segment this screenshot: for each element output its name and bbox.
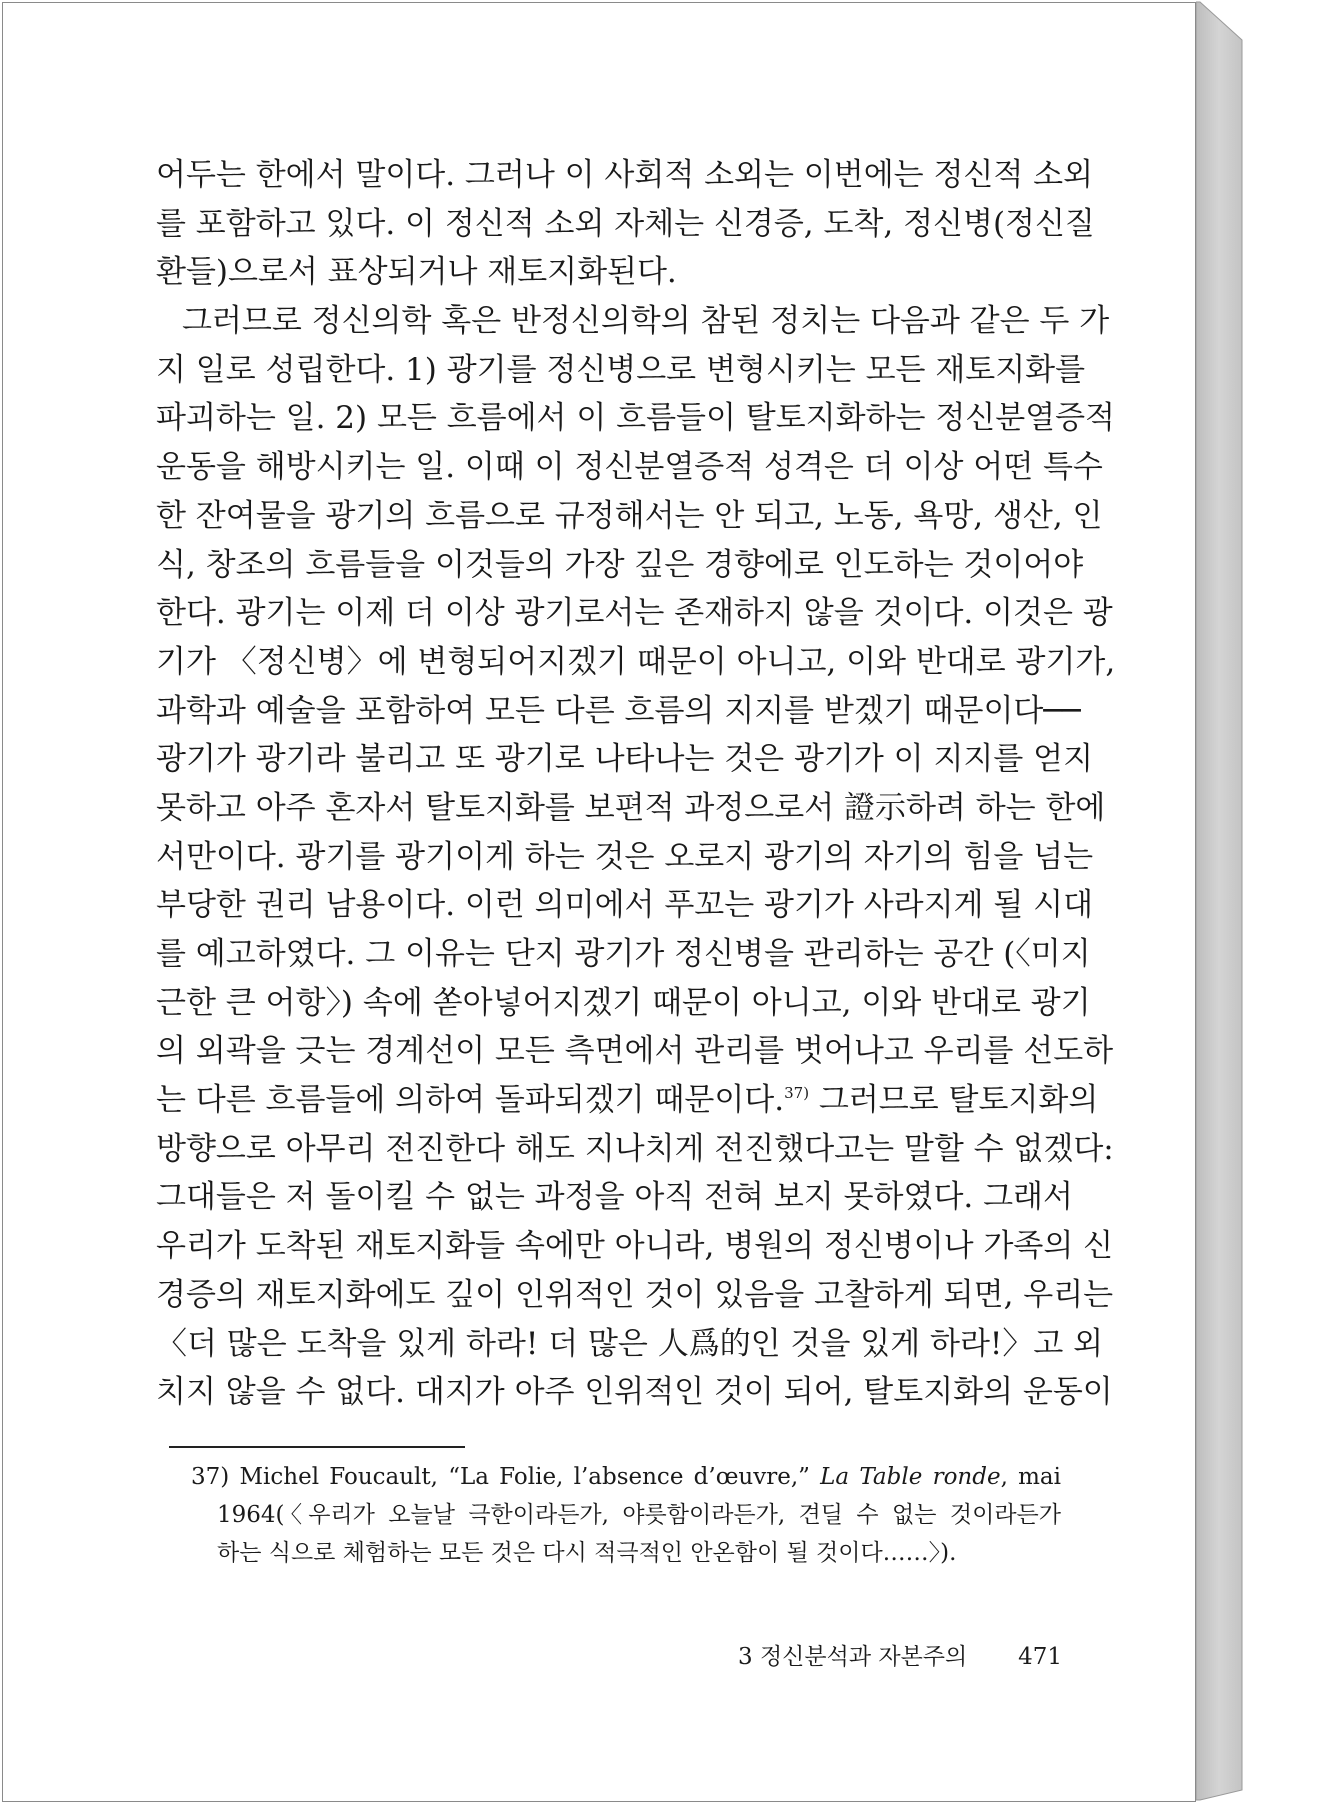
chapter-title: 3 정신분석과 자본주의 bbox=[738, 1644, 968, 1670]
text-line: 한 잔여물을 광기의 흐름으로 규정해서는 안 되고, 노동, 욕망, 생산, 인 bbox=[156, 497, 1103, 534]
text-line: 식, 창조의 흐름들을 이것들의 가장 깊은 경향에로 인도하는 것이어야 bbox=[156, 546, 1084, 583]
footnote-date: , mai bbox=[1000, 1464, 1061, 1490]
text-line: 치지 않을 수 없다. 대지가 아주 인위적인 것이 되어, 탈토지화의 운동이 bbox=[156, 1374, 1113, 1411]
text-line: 광기가 광기라 불리고 또 광기로 나타나는 것은 광기가 이 지지를 얻지 bbox=[156, 741, 1094, 778]
text-line: 부당한 권리 남용이다. 이런 의미에서 푸꼬는 광기가 사라지게 될 시대 bbox=[156, 887, 1094, 924]
text-line: 운동을 해방시키는 일. 이때 이 정신분열증적 성격은 더 이상 어떤 특수 bbox=[156, 449, 1103, 486]
text-line: 우리가 도착된 재토지화들 속에만 아니라, 병원의 정신병이나 가족의 신 bbox=[156, 1228, 1114, 1265]
text-segment: 그러므로 탈토지화의 bbox=[809, 1082, 1099, 1119]
body-text bbox=[156, 151, 1116, 1417]
text-line: 과학과 예술을 포함하여 모든 다른 흐름의 지지를 받겠기 때문이다── bbox=[156, 692, 1081, 729]
text-line: 경증의 재토지화에도 깊이 인위적인 것이 있음을 고찰하게 되면, 우리는 bbox=[156, 1276, 1114, 1313]
text-line: 를 예고하였다. 그 이유는 단지 광기가 정신병을 관리하는 공간 (〈미지 bbox=[156, 936, 1091, 972]
footnote-37 bbox=[191, 1458, 1061, 1572]
text-segment: 는 다른 흐름들에 의하여 돌파되겠기 때문이다. bbox=[156, 1082, 785, 1119]
text-line: 한다. 광기는 이제 더 이상 광기로서는 존재하지 않을 것이다. 이것은 광 bbox=[156, 595, 1113, 632]
running-footer bbox=[738, 1637, 1062, 1677]
text-line: 그대들은 저 돌이킬 수 없는 과정을 아직 전혀 보지 못하였다. 그래서 bbox=[156, 1179, 1073, 1216]
footnote-line bbox=[191, 1458, 1061, 1496]
footnote-divider bbox=[169, 1446, 465, 1448]
footnote-line: 1964(〈우리가 오늘날 극한이라든가, 야릇함이라든가, 견딜 수 없는 것이라든가 bbox=[217, 1502, 1061, 1528]
text-line: 파괴하는 일. 2) 모든 흐름에서 이 흐름들이 탈토지화하는 정신분열증적 bbox=[156, 400, 1115, 437]
page-number: 471 bbox=[1018, 1644, 1062, 1670]
text-line: 환들)으로서 표상되거나 재토지화된다. bbox=[156, 254, 677, 291]
text-line: 를 포함하고 있다. 이 정신적 소외 자체는 신경증, 도착, 정신병(정신질 bbox=[156, 205, 1095, 242]
footnote-number: 37) bbox=[191, 1464, 230, 1490]
footnote-author: Michel Foucault, “La Folie, l’absence d’œuvre,” bbox=[229, 1464, 821, 1490]
text-line: 그러므로 정신의학 혹은 반정신의학의 참된 정치는 다음과 같은 두 가 bbox=[182, 303, 1110, 340]
footnote-journal: La Table ronde bbox=[820, 1464, 1001, 1490]
text-line: 방향으로 아무리 전진한다 해도 지나치게 전진했다고는 말할 수 없겠다: bbox=[156, 1130, 1114, 1167]
book-page bbox=[2, 2, 1196, 1802]
book-edge bbox=[1196, 0, 1344, 1806]
text-line: 못하고 아주 혼자서 탈토지화를 보편적 과정으로서 證示하려 하는 한에 bbox=[156, 789, 1106, 826]
text-line: 기가 〈정신병〉에 변형되어지겠기 때문이 아니고, 이와 반대로 광기가, bbox=[156, 643, 1116, 680]
text-line: 의 외곽을 긋는 경계선이 모든 측면에서 관리를 벗어나고 우리를 선도하 bbox=[156, 1033, 1114, 1070]
text-line: 근한 큰 어항〉) 속에 쏟아넣어지겠기 때문이 아니고, 이와 반대로 광기 bbox=[156, 984, 1091, 1021]
text-line: 지 일로 성립한다. 1) 광기를 정신병으로 변형시키는 모든 재토지화를 bbox=[156, 351, 1086, 388]
text-line-with-note bbox=[156, 1076, 1099, 1125]
footnote-line: 하는 식으로 체험하는 모든 것은 다시 적극적인 안온함이 될 것이다……〉). bbox=[217, 1540, 957, 1566]
text-line: 〈더 많은 도착을 있게 하라! 더 많은 人爲的인 것을 있게 하라!〉고 외 bbox=[156, 1325, 1104, 1362]
text-line: 서만이다. 광기를 광기이게 하는 것은 오로지 광기의 자기의 힘을 넘는 bbox=[156, 838, 1094, 875]
text-line: 어두는 한에서 말이다. 그러나 이 사회적 소외는 이번에는 정신적 소외 bbox=[156, 157, 1094, 193]
footnote-reference[interactable]: 37) bbox=[784, 1084, 810, 1103]
